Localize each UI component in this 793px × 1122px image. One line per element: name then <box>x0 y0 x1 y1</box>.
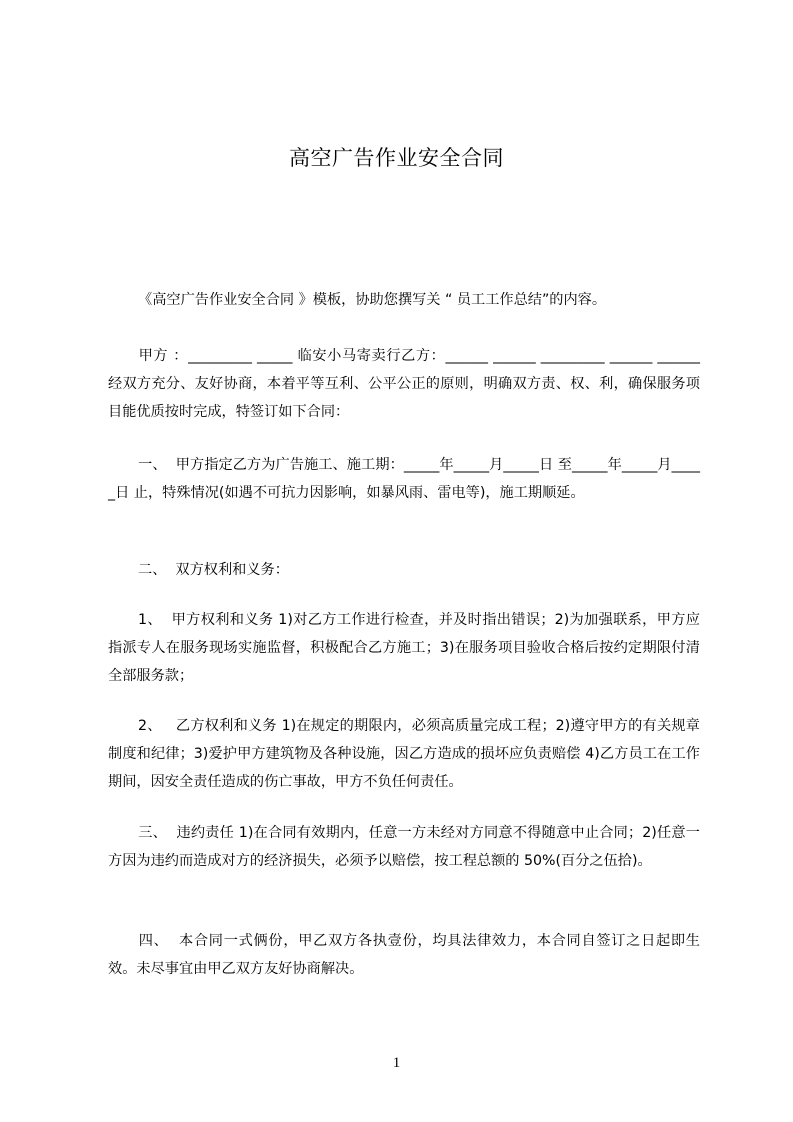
clause-3-paragraph <box>108 819 700 875</box>
clause-4-text: 四、 本合同一式俩份，甲乙双方各执壹份，均具法律效力，本合同自签订之日起即生效。未尽事宜由甲乙双方友好协商解决。 <box>108 933 700 977</box>
clause-1-text: 一、 甲方指定乙方为广告施工、施工期：_____年_____月_____日 至_____年_____月_____日 止，特殊情况(如遇不可抗力因影响，如暴风雨、雷电等)，施工期顺延。 <box>108 457 700 501</box>
intro-paragraph <box>108 286 700 314</box>
clause-2-1-paragraph <box>108 606 700 690</box>
clause-2-2-paragraph <box>108 712 700 796</box>
clause-1-paragraph <box>108 451 700 507</box>
clause-2-2-text: 2、 乙方权利和义务 1)在规定的期限内，必须高质量完成工程；2)遵守甲方的有关规章制度和纪律；3)爱护甲方建筑物及各种设施，因乙方造成的损坏应负责赔偿 4)乙方员工在工作期间，因安全责任造成的伤亡事故，甲方不负任何责任。 <box>108 718 700 790</box>
intro-text: 《高空广告作业安全合同 》模板，协助您撰写关 “ 员工工作总结”的内容。 <box>138 292 607 308</box>
clause-2-1-text: 1、 甲方权利和义务 1)对乙方工作进行检查，并及时指出错误；2)为加强联系，甲方应指派专人在服务现场实施监督，积极配合乙方施工；3)在服务项目验收合格后按约定期限付清全部服务款； <box>108 612 700 684</box>
clause-3-text: 三、 违约责任 1)在合同有效期内，任意一方未经对方同意不得随意中止合同；2)任意一方因为违约而造成对方的经济损失，必须予以赔偿，按工程总额的 50%(百分之伍拾)。 <box>108 825 700 869</box>
parties-paragraph <box>108 342 705 426</box>
parties-text: 甲方 ：_________ _____ 临安小马寄卖行乙方：______ ______ _________ ______ ______ 经双方充分、友好协商，本着平等互利、公平公正的原则，明确双方责、权、利，确保服务项目能优质按时完成，特签订如下合同： <box>108 348 705 420</box>
clause-2-heading-text: 二、 双方权利和义务： <box>138 562 289 578</box>
clause-4-paragraph <box>108 927 700 983</box>
document-title: 高空广告作业安全合同 <box>289 146 504 170</box>
page-number: 1 <box>392 1055 401 1071</box>
clause-2-heading <box>108 556 700 584</box>
